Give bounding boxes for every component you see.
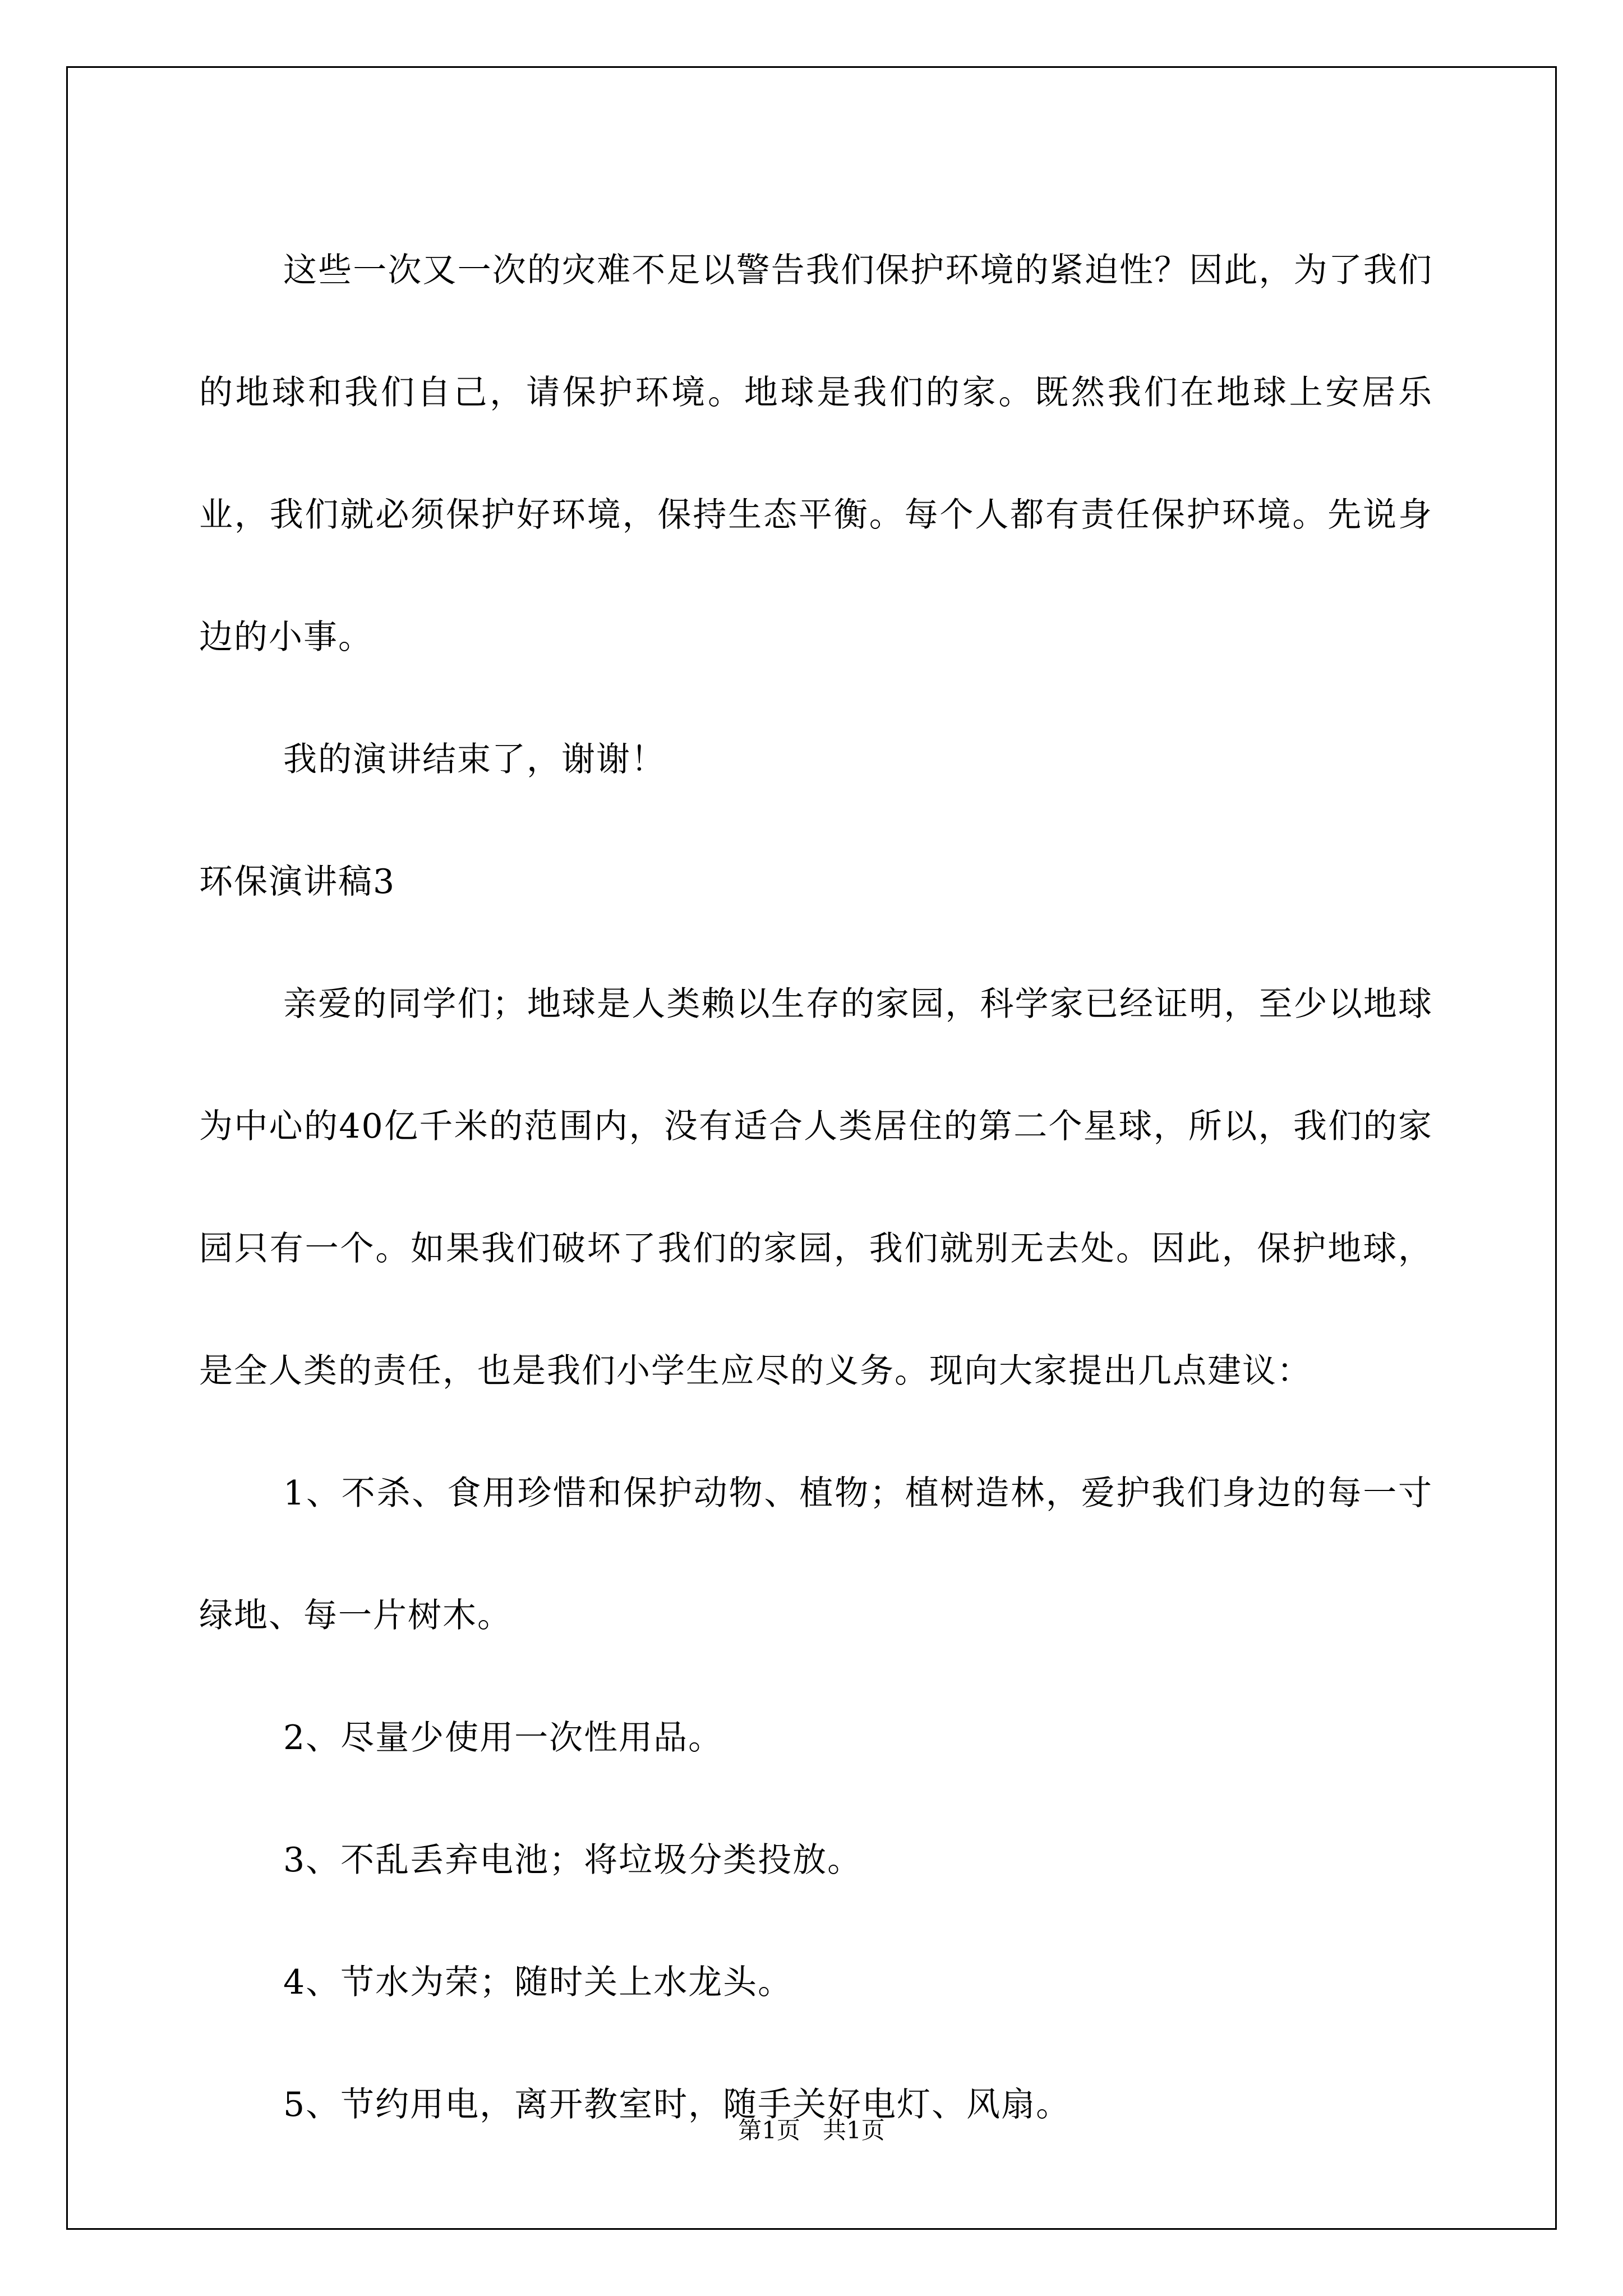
suggestion-item-3: 3、不乱丢弃电池；将垃圾分类投放。 (283, 1841, 863, 1880)
paragraph-disaster-warning: 这些一次又一次的灾难不足以警告我们保护环境的紧迫性？因此，为了我们的地球和我们自己，请保护环境。地球是我们的家。既然我们在地球上安居乐业，我们就必须保护好环境，保持生态平衡。每个人都有责任保护环境。先说身边的小事。 (199, 251, 1433, 657)
page-footer: 第1页 共1页 (738, 2116, 885, 2144)
suggestion-item-4: 4、节水为荣；随时关上水龙头。 (283, 1963, 793, 2002)
paragraph-intro: 亲爱的同学们；地球是人类赖以生存的家园，科学家已经证明，至少以地球为中心的40亿千米的范围内，没有适合人类居住的第二个星球，所以，我们的家园只有一个。如果我们破坏了我们的家园，我们就别无去处。因此，保护地球，是全人类的责任，也是我们小学生应尽的义务。现向大家提出几点建议： (199, 984, 1433, 1391)
paragraph-closing-thanks: 我的演讲结束了，谢谢！ (283, 740, 666, 779)
suggestion-item-1: 1、不杀、食用珍惜和保护动物、植物；植树造林，爱护我们身边的每一寸绿地、每一片树木。 (199, 1474, 1433, 1635)
suggestion-item-5: 5、节约用电，离开教室时，随手关好电灯、风扇。 (283, 2085, 1071, 2124)
section-heading: 环保演讲稿3 (199, 862, 396, 901)
suggestion-item-2: 2、尽量少使用一次性用品。 (283, 1718, 723, 1757)
document-body (199, 209, 1433, 2166)
